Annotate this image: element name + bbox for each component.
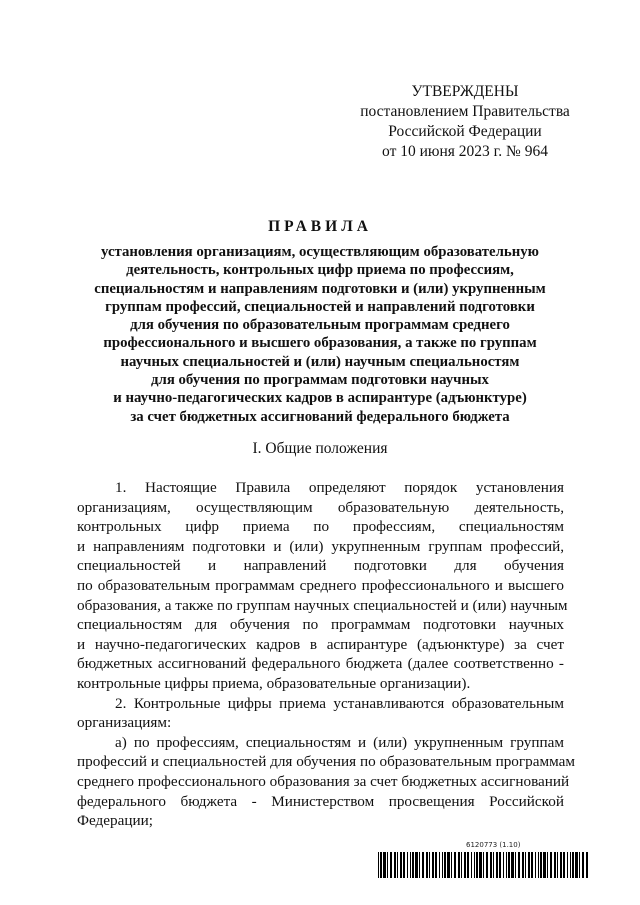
barcode-bar	[518, 852, 520, 878]
barcode-bar	[543, 852, 546, 878]
barcode-bar	[538, 852, 539, 878]
subtitle-line: для обучения по программам подготовки научных	[151, 372, 489, 389]
body-line: бюджетных ассигнований федерального бюджета (далее соответственно -	[77, 655, 564, 673]
barcode-bar	[435, 852, 437, 878]
section-heading: I. Общие положения	[252, 440, 388, 457]
barcode-bar	[496, 852, 498, 878]
barcode-bar	[403, 852, 405, 878]
barcode-bar	[572, 852, 574, 878]
barcode-bar	[511, 852, 514, 878]
barcode-bar	[451, 852, 452, 878]
body-line: образования, а также по группам научных специальностей и (или) научным	[77, 596, 568, 614]
barcode-bar	[442, 852, 443, 878]
barcode-bar	[458, 852, 460, 878]
barcode-bar	[464, 852, 466, 878]
barcode-bar	[429, 852, 430, 878]
approval-date-number: от 10 июня 2023 г. № 964	[382, 143, 548, 160]
approval-stamp-title: УТВЕРЖДЕНЫ	[411, 83, 519, 100]
body-line: специальностей и направлений подготовки для обучения	[77, 557, 564, 575]
barcode-number: 6120773 (1.10)	[466, 841, 521, 849]
body-line: и направлениям подготовки и (или) укрупненным группам профессий,	[77, 537, 564, 555]
body-line: специальностям для обучения по программам подготовки научных	[77, 616, 564, 634]
barcode-bar	[525, 852, 526, 878]
barcode-bar	[467, 852, 469, 878]
body-line: организациям:	[77, 714, 172, 732]
barcode-bar	[426, 852, 428, 878]
body-line: по образовательным программам среднего профессионального и высшего	[77, 576, 564, 594]
barcode-bar	[483, 852, 484, 878]
barcode-bar	[563, 852, 565, 878]
barcode-bar	[579, 852, 580, 878]
barcode-bar	[412, 852, 414, 878]
barcode-bar	[387, 852, 388, 878]
barcode	[378, 852, 588, 878]
barcode-bar	[461, 852, 462, 878]
barcode-bar	[439, 852, 440, 878]
subtitle-line: специальностям и направлениям подготовки и (или) укрупненным	[94, 280, 546, 297]
barcode-bar	[447, 852, 450, 878]
approval-block	[330, 82, 600, 162]
body-text	[77, 478, 575, 831]
barcode-bar	[493, 852, 494, 878]
barcode-bar	[479, 852, 482, 878]
barcode-bar	[560, 852, 562, 878]
barcode-bar	[515, 852, 516, 878]
barcode-bar	[582, 852, 584, 878]
barcode-bar	[390, 852, 392, 878]
barcode-bar	[550, 852, 552, 878]
document-title: ПРАВИЛА	[268, 218, 372, 235]
approval-country: Российской Федерации	[388, 123, 542, 140]
barcode-bar	[419, 852, 420, 878]
barcode-bar	[383, 852, 386, 878]
barcode-bar	[490, 852, 492, 878]
barcode-bar	[410, 852, 411, 878]
subtitle-line: установления организациям, осуществляющим образовательную	[101, 244, 539, 260]
barcode-bar	[540, 852, 542, 878]
barcode-bar	[547, 852, 548, 878]
barcode-bar	[575, 852, 578, 878]
barcode-bar	[394, 852, 396, 878]
barcode-bar	[567, 852, 568, 878]
document-subtitle	[60, 243, 580, 426]
body-line: организациям, осуществляющим образовательную деятельность,	[77, 498, 564, 516]
barcode-bar	[397, 852, 398, 878]
body-line: профессий и специальностей для обучения по образовательным программам	[77, 753, 575, 771]
barcode-bar	[557, 852, 558, 878]
barcode-bar	[554, 852, 556, 878]
body-line: контрольных цифр приема по профессиям, специальностям	[77, 518, 564, 536]
barcode-bar	[570, 852, 571, 878]
barcode-bar	[528, 852, 530, 878]
subtitle-line: профессионального и высшего образования, а также по группам	[103, 335, 537, 352]
barcode-bar	[378, 852, 379, 878]
subtitle-line: и научно-педагогических кадров в аспирантуре (адъюнктуре)	[113, 390, 527, 407]
barcode-bar	[454, 852, 456, 878]
subtitle-line: для обучения по образовательным программам среднего	[130, 317, 510, 334]
barcode-bar	[471, 852, 472, 878]
barcode-bar	[476, 852, 478, 878]
barcode-bar	[586, 852, 588, 878]
body-line: федерального бюджета - Министерством просвещения Российской	[77, 792, 564, 810]
subtitle-line: за счет бюджетных ассигнований федерального бюджета	[130, 408, 510, 425]
barcode-bar	[531, 852, 533, 878]
barcode-bar	[422, 852, 424, 878]
barcode-bar	[444, 852, 446, 878]
barcode-bar	[506, 852, 507, 878]
subtitle-line: деятельность, контрольных цифр приема по профессиям,	[126, 262, 514, 279]
barcode-bar	[407, 852, 408, 878]
barcode-bar	[522, 852, 524, 878]
body-line: а) по профессиям, специальностям и (или) укрупненным группам	[115, 733, 564, 751]
approval-resolution: постановлением Правительства	[360, 103, 570, 120]
body-line: и научно-педагогических кадров в аспирантуре (адъюнктуре) за счет	[77, 635, 564, 653]
barcode-bar	[380, 852, 382, 878]
subtitle-line: группам профессий, специальностей и направлений подготовки	[105, 298, 535, 315]
body-line: Федерации;	[77, 812, 153, 830]
subtitle-line: научных специальностей и (или) научным специальностям	[120, 353, 520, 370]
barcode-bar	[415, 852, 418, 878]
body-line: 2. Контрольные цифры приема устанавливаются образовательным	[115, 694, 564, 712]
barcode-bar	[535, 852, 536, 878]
body-line: 1. Настоящие Правила определяют порядок установления	[115, 479, 564, 496]
barcode-bar	[499, 852, 501, 878]
barcode-bar	[474, 852, 475, 878]
barcode-bar	[432, 852, 434, 878]
barcode-bar	[400, 852, 402, 878]
body-line: среднего профессионального образования за счет бюджетных ассигнований	[77, 772, 570, 790]
barcode-bar	[508, 852, 510, 878]
barcode-bar	[486, 852, 488, 878]
barcode-bar	[503, 852, 504, 878]
body-line: контрольные цифры приема, образовательные организации).	[77, 674, 471, 692]
